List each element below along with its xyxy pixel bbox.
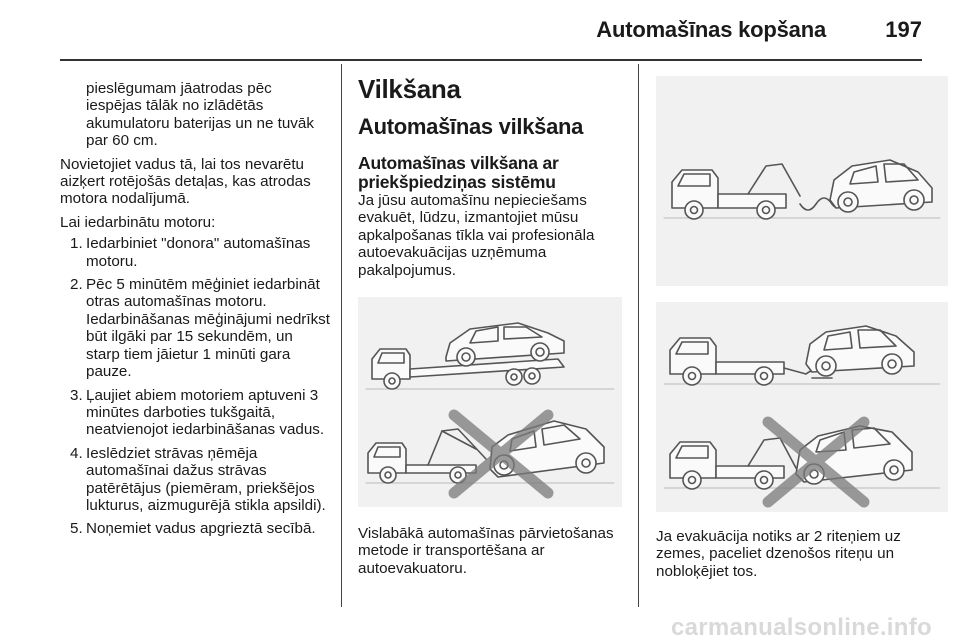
steps-list [60, 235, 330, 538]
list-item [60, 235, 330, 270]
watermark: carmanualsonline.info [670, 614, 932, 641]
flatbed-caption: Vislabākā automašīnas pārvietošanas metode ir transportēšana ar autoevakuatoru. [358, 525, 614, 577]
list-item [60, 276, 330, 380]
column-divider-right [638, 64, 639, 607]
intro-paragraph: Ja jūsu automašīnu nepieciešams evakuēt, lūdzu, izmantojiet mūsu apkalpošanas tīkla vai profesionāla autoevakuācijas uzņēmuma pakalpojumus. [358, 192, 595, 279]
column-divider-left [341, 64, 342, 607]
list-item [60, 520, 330, 537]
subsection-heading: Automašīnas vilkšana [358, 114, 584, 139]
step-number: 2. [70, 276, 83, 294]
list-item [60, 445, 330, 515]
section-heading: Vilkšana [358, 74, 461, 104]
step-text: Ļaujiet abiem motoriem aptuveni 3 minūtes darboties tukšgaitā, neatvienojot iedarbināšanas vadus. [86, 386, 325, 439]
step-text: Noņemiet vadus apgrieztā secībā. [86, 520, 316, 538]
step-number: 3. [70, 386, 83, 404]
step-number: 1. [70, 235, 83, 253]
middle-column [358, 74, 626, 279]
topic-heading: Automašīnas vilkšana ar priekšpiedziņas sistēmu [358, 153, 559, 192]
two-wheels-caption: Ja evakuācija notiks ar 2 riteņiem uz zemes, paceliet dzenošos riteņu un nobloķējiet tos. [656, 528, 901, 580]
two-wheels-illustration [656, 302, 948, 512]
right-caption-block [656, 528, 946, 580]
tow-rope-svg [656, 76, 948, 286]
header-rule [60, 59, 922, 61]
start-engine-intro: Lai iedarbinātu motoru: [60, 213, 216, 231]
step-text: Iedarbiniet "donora" automašīnas motoru. [86, 235, 311, 270]
list-item [60, 387, 330, 439]
wiring-paragraph: Novietojiet vadus tā, lai tos nevarētu aizķert rotējošās detaļas, kas atrodas motora nodalījumā. [60, 155, 311, 208]
tow-truck-illustration-svg [358, 297, 622, 507]
middle-caption-block [358, 525, 626, 577]
page-number: 197 [885, 17, 922, 42]
step-number: 4. [70, 444, 83, 462]
step-text: Ieslēdziet strāvas ņēmēja automašīnai dažus strāvas patērētājus (piemēram, priekšējos lukturus, aizmugurējā stikla apsildi). [86, 444, 326, 514]
flatbed-towing-illustration [358, 297, 622, 507]
step-text: Pēc 5 minūtēm mēģiniet iedarbināt otras automašīnas motoru. Iedarbināšanas mēģinājumi nedrīkst būt ilgāki par 15 sekundēm, un starp tiem jāietur 1 minūti gara pauze. [86, 276, 330, 381]
two-wheels-svg [656, 302, 948, 512]
step-number: 5. [70, 520, 83, 538]
continued-paragraph: pieslēgumam jāatrodas pēc iespējas tālāk no izlādētās akumulatoru baterijas un ne tuvāk par 60 cm. [86, 80, 314, 150]
page-header-title: Automašīnas kopšana [596, 17, 826, 42]
tow-rope-illustration [656, 76, 948, 286]
left-column [60, 80, 330, 544]
